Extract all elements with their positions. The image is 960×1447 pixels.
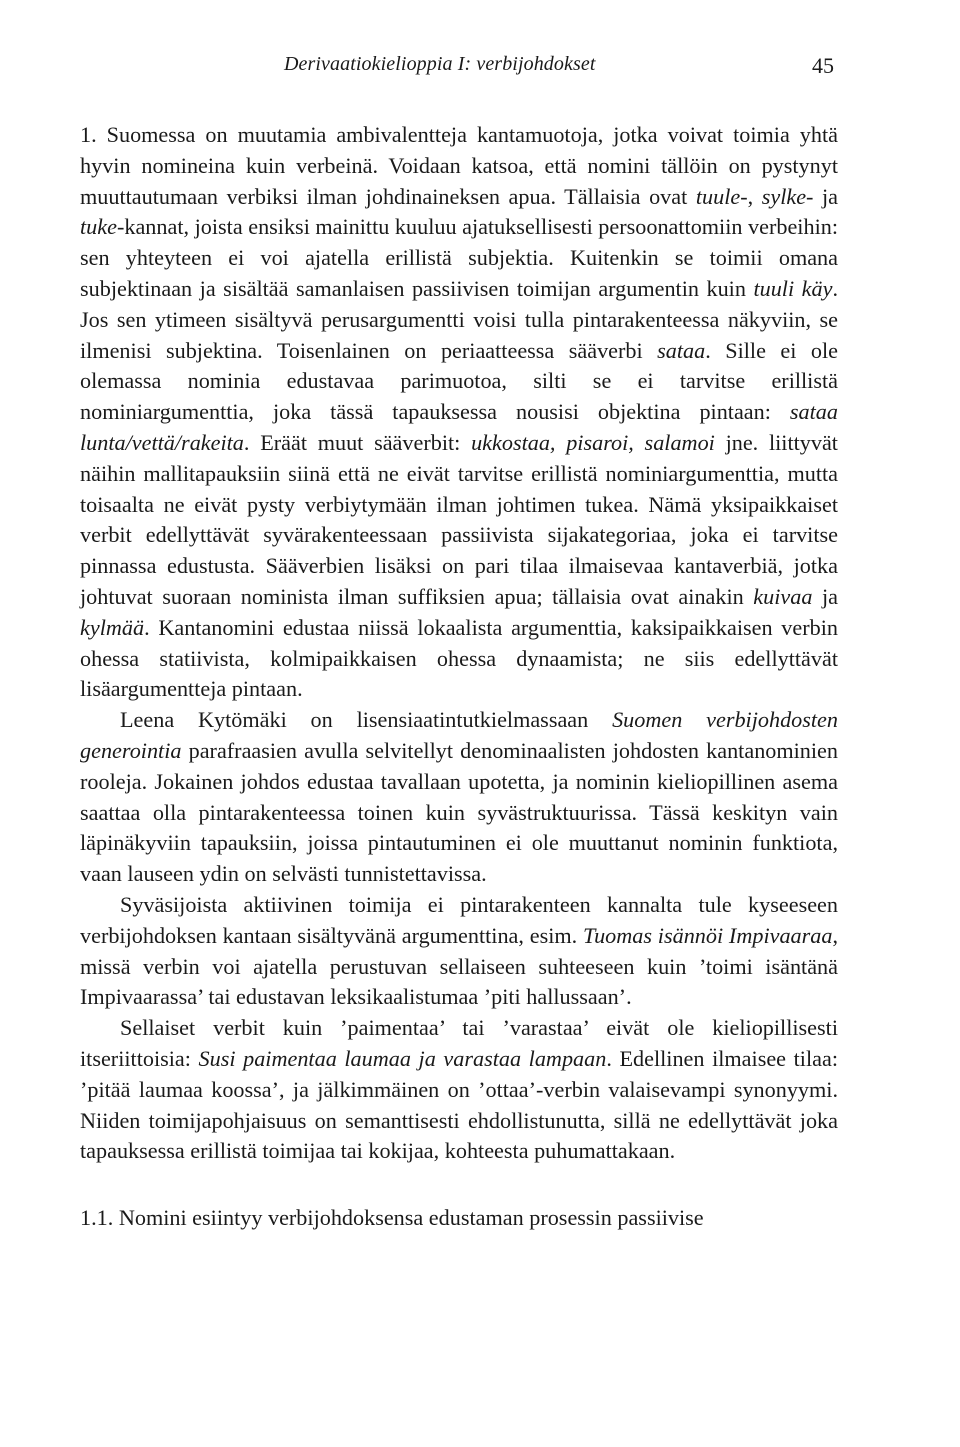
italic-term: kuivaa — [753, 583, 813, 609]
text-run: . Eräät muut sääverbit: — [243, 429, 472, 455]
italic-term: tuuli käy — [753, 275, 833, 301]
text-run: . Sille ei ole olemassa nominia edustavaa parimuotoa, silti se ei tarvitse erillistä nominiargumenttia, joka tässä tapauksessa nousisi objektina pintaan: — [80, 337, 838, 425]
text-run: , missä verbin voi ajatella perustuvan sellaiseen suhteeseen kuin ’toimi isäntänä Impivaarassa’ tai edustavan leksikaalistumaa ’piti hallussaan’. — [80, 922, 839, 1010]
italic-term: Tuomas isännöi Impivaaraa — [582, 922, 833, 948]
paragraph-4 — [80, 1013, 838, 1167]
text-run: -kannat, joista ensiksi mainittu kuuluu ajatuksellisesti persoonattomiin verbeihin: sen yhteyteen ei voi ajatella erillistä subjektia. Kuitenkin se toimii omana subjektinaan ja sisältää samanlaisen passiivisen toimijan argumentin kuin — [80, 214, 838, 301]
italic-term: ukkostaa, pisaroi, salamoi — [471, 429, 715, 455]
text-run: Sellaiset verbit kuin ’paimentaa’ tai ’varastaa’ eivät ole kieliopillisesti itseriittoisia: — [80, 1015, 838, 1071]
text-run: , — [747, 183, 762, 209]
italic-term: tuule- — [695, 183, 748, 209]
text-run: jne. liittyvät näihin mallitapauksiin siinä että ne eivät tarvitse erillistä nominiargumenttia, mutta toisaalta ne eivät pysty verbiytymään ilman johtimen tukea. Nämä yksipaikkaiset verbit edellyttävät syvärakenteessaan passiivista sijakategoriaa, joka ei tarvitse pinnassa edustusta. Sääverbien lisäksi on pari tilaa ilmaisevaa kantaverbiä, jotka johtuvat suoraan nominista ilman suffiksien apua; tällaisia ovat ainakin — [80, 429, 838, 609]
text-run: . Jos sen ytimeen sisältyvä perusargumentti voisi tulla pintarakenteessa näkyviin, se ilmenisi subjektina. Toisenlainen on periaatteessa sääverbi — [80, 275, 838, 363]
text-run: parafraasien avulla selvitellyt denominaalisten johdosten kantanominien rooleja. Jokainen johdos edustaa tavallaan upotetta, ja nominin kieliopillinen asema saattaa olla pintarakenteessa toinen kuin syvästruktuurissa. Tässä keskityn vain läpinäkyviin tapauksiin, joissa pintautuminen ei ole muuttanut nominin funktiota, vaan lauseen ydin on selvästi tunnistettavissa. — [80, 737, 838, 887]
text-run: Syväsijoista aktiivinen toimija ei pintarakenteen kannalta tule kyseeseen verbijohdoksen kantaan sisältyvänä argumenttina, esim. — [80, 891, 838, 948]
page-number: 45 — [812, 53, 834, 78]
text-run: . Kantanomini edustaa niissä lokaalista argumenttia, kaksipaikkaisen verbin ohessa statiivista, kolmipaikkaisen ohessa dynaamista; ne siis edellyttävät lisäargumentteja pintaan. — [80, 614, 838, 702]
text-run: ja — [812, 583, 839, 609]
running-title: Derivaatiokielioppia I: verbijohdokset — [284, 53, 596, 75]
paragraph-3 — [80, 890, 838, 1013]
book-page — [80, 40, 838, 1234]
italic-term: sataa — [657, 337, 706, 363]
italic-term: Susi paimentaa laumaa ja varastaa lampaan — [198, 1045, 607, 1071]
italic-term: sataa lunta/vettä/rakeita — [80, 399, 838, 455]
paragraph-2 — [80, 705, 838, 890]
paragraph-1 — [80, 120, 838, 705]
text-run: 1. Suomessa on muutamia ambivalentteja kantamuotoja, jotka voivat toimia yhtä hyvin nomineina kuin verbeinä. Voidaan katsoa, että nomini tällöin on pystynyt muuttautumaan verbiksi ilman johdinaineksen apua. Tällaisia ovat — [80, 122, 838, 209]
text-run: Leena Kytömäki on lisensiaatintutkielmassaan — [120, 707, 613, 733]
italic-term: tuke — [80, 214, 117, 240]
italic-term: Suomen verbijohdosten generointia — [80, 707, 838, 763]
section-1-1-paragraph — [80, 1203, 838, 1234]
text-run: ja — [813, 183, 839, 209]
italic-term: kylmää — [80, 614, 145, 640]
text-run: 1.1. Nomini esiintyy verbijohdoksensa edustaman prosessin passiivise — [80, 1205, 704, 1231]
italic-term: sylke- — [761, 183, 814, 209]
text-run: . Edellinen ilmaisee tilaa: ’pitää laumaa koossa’, ja jälkimmäinen on ’ottaa’-verbin valaisevampi synonyymi. Niiden toimijapohjaisuus on semanttisesti ehdollistunutta, sillä ne edellyttävät joka tapauksessa erillistä toimijaa tai kokijaa, kohteesta puhumattakaan. — [80, 1045, 838, 1164]
body-text — [80, 120, 838, 1234]
running-head — [80, 40, 838, 96]
